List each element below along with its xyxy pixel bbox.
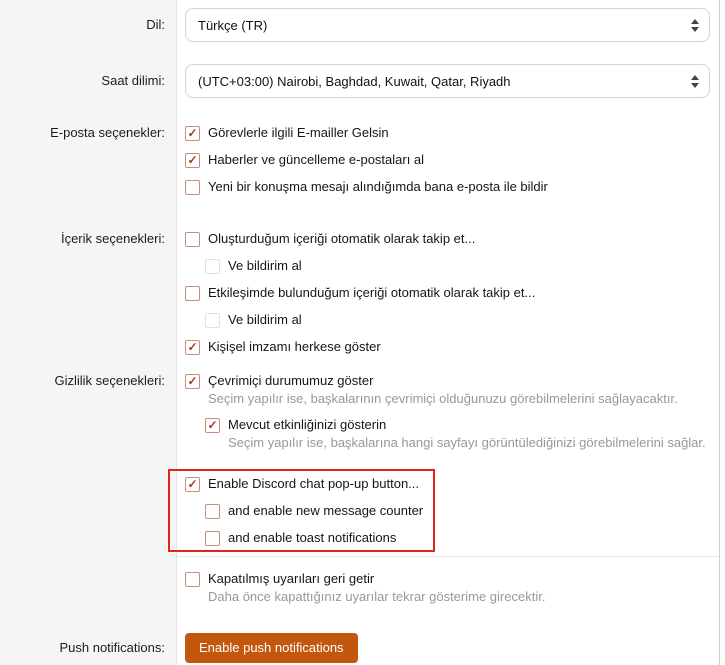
discord-message-counter-checkbox[interactable] [205, 504, 220, 519]
enable-push-notifications-button[interactable]: Enable push notifications [185, 633, 358, 663]
language-row [0, 0, 719, 42]
checkbox-row [185, 476, 433, 492]
language-label: Dil: [0, 0, 177, 42]
checkbox-row [185, 125, 719, 141]
discord-toast-notifications-checkbox[interactable] [205, 531, 220, 546]
restore-alerts-hint: Daha önce kapattığınız uyarılar tekrar gösterime girecektir. [208, 589, 546, 604]
email-conversation-checkbox[interactable] [185, 180, 200, 195]
language-select-value: Türkçe (TR) [198, 17, 268, 33]
restore-alerts-empty-label [0, 556, 177, 605]
content-options-label: İçerik seçenekleri: [0, 206, 177, 366]
email-news-updates-checkbox[interactable] [185, 153, 200, 168]
timezone-select-value: (UTC+03:00) Nairobi, Baghdad, Kuwait, Qatar, Riyadh [198, 73, 511, 89]
restore-alerts-row [0, 556, 719, 605]
checkbox-label: Etkileşimde bulunduğum içeriği otomatik olarak takip et... [208, 285, 536, 300]
push-notifications-label: Push notifications: [0, 605, 177, 665]
timezone-select[interactable] [185, 64, 710, 98]
discord-popup-checkbox[interactable] [185, 477, 200, 492]
checkbox-row [205, 258, 719, 274]
watch-interacted-notify-checkbox[interactable] [205, 313, 220, 328]
checkbox-row [185, 179, 719, 195]
checkbox-label: Kapatılmış uyarıları geri getir [208, 571, 375, 586]
checkbox-label: and enable toast notifications [228, 530, 397, 545]
checkbox-row [205, 503, 433, 519]
show-signature-checkbox[interactable] [185, 340, 200, 355]
checkbox-row [185, 285, 719, 301]
checkbox-label: Haberler ve güncelleme e-postaları al [208, 152, 425, 167]
online-status-hint: Seçim yapılır ise, başkalarının çevrimiçi olduğunuzu görebilmelerini sağlayacaktır. [208, 391, 678, 406]
checkbox-row [205, 417, 719, 433]
checkbox-row [205, 312, 719, 328]
checkbox-label: Ve bildirim al [228, 258, 302, 273]
content-options-row [0, 206, 719, 366]
red-highlight-annotation [168, 469, 435, 552]
select-arrows-icon [691, 19, 699, 32]
language-select[interactable] [185, 8, 710, 42]
watch-created-content-checkbox[interactable] [185, 232, 200, 247]
checkbox-row [205, 530, 433, 546]
checkbox-row [185, 373, 719, 389]
show-online-status-checkbox[interactable] [185, 374, 200, 389]
checkbox-label: and enable new message counter [228, 503, 424, 518]
checkbox-row [185, 339, 719, 355]
checkbox-label: Yeni bir konuşma mesajı alındığımda bana e-posta ile bildir [208, 179, 548, 194]
checkbox-label: Çevrimiçi durumumuz göster [208, 373, 374, 388]
checkbox-row [185, 571, 719, 587]
email-task-emails-checkbox[interactable] [185, 126, 200, 141]
checkbox-label: Mevcut etkinliğinizi gösterin [228, 417, 387, 432]
show-current-activity-checkbox[interactable] [205, 418, 220, 433]
checkbox-label: Görevlerle ilgili E-mailler Gelsin [208, 125, 389, 140]
watch-created-notify-checkbox[interactable] [205, 259, 220, 274]
checkbox-label: Kişişel imzamı herkese göster [208, 339, 381, 354]
checkbox-label: Ve bildirim al [228, 312, 302, 327]
privacy-options-label: Gizlilik seçenekleri: [0, 366, 177, 556]
watch-interacted-content-checkbox[interactable] [185, 286, 200, 301]
email-options-row [0, 98, 719, 206]
checkbox-label: Enable Discord chat pop-up button... [208, 476, 420, 491]
checkbox-row [185, 152, 719, 168]
timezone-label: Saat dilimi: [0, 42, 177, 98]
checkbox-row [185, 231, 719, 247]
timezone-row [0, 42, 719, 98]
restore-dismissed-alerts-checkbox[interactable] [185, 572, 200, 587]
select-arrows-icon [691, 75, 699, 88]
checkbox-label: Oluşturduğum içeriği otomatik olarak takip et... [208, 231, 476, 246]
privacy-options-row [0, 366, 719, 556]
push-notifications-row [0, 605, 719, 665]
current-activity-hint: Seçim yapılır ise, başkalarına hangi sayfayı görüntülediğinizi görebilmelerini sağlar. [228, 435, 706, 450]
email-options-label: E-posta seçenekler: [0, 98, 177, 206]
